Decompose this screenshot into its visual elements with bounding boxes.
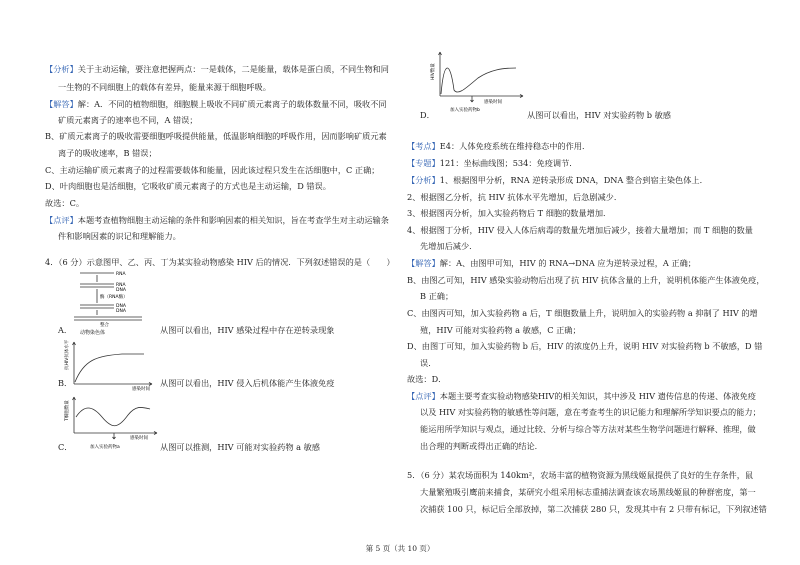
p1-solution-line4: 离子的吸收速率，B 错误； [58,148,157,158]
figa-enzyme-label: 酶（RNA酶） [100,295,128,300]
solution-line7: 误． [420,358,437,368]
p1-solution-line5: C、主动运输矿质元素离子的过程需要载体和能量，因此该过程只发生在活细胞中，C 正确； [45,165,380,175]
question-5-line2: 大量繁殖吸引鹰前来捕食，某研究小组采用标志重捕法调查该农场黑线姬鼠的种群密度，第一 [420,487,756,497]
figa-rna-label: RNA [116,272,126,277]
svg-text:RNA: RNA [116,283,126,288]
solution-line8: 故选：D． [407,374,447,384]
figd-drug-label: 加入实验药物b [450,108,480,113]
option-a-text: 从图可以看出，HIV 感染过程中存在逆转录现象 [160,325,335,335]
analysis-line2: 2、根据图乙分析，抗 HIV 抗体水平先增加，后急剧减少． [407,192,623,202]
analysis-line1: 【分析】1、根据图甲分析，RNA 逆转录形成 DNA，DNA 整合到宿主染色体上． [407,175,708,185]
solution-line3: B 正确； [420,291,454,301]
kaodian-line: 【考点】E4：人体免疫系统在维持稳态中的作用． [407,141,591,151]
figb-xlabel: 感染时间 [132,387,150,392]
question-4-stem: 4．（6 分）示意图甲、乙、丙、丁为某实验动物感染 HIV 后的情况．下列叙述错误的是（ ） [45,257,395,267]
topic-line: 【专题】121：坐标曲线图；534：免疫调节． [407,158,578,168]
figa-integrate-label: 整合 [100,323,109,328]
question-5-line3: 次捕获 100 只，标记后全部放掉，第二次捕获 280 只，发现其中有 2 只带有标记，下列叙述错 [420,504,767,514]
svg-text:DNA: DNA [116,288,126,293]
solution-line5: 殖，HIV 可能对实验药物 a 敏感，C 正确； [420,325,581,335]
p1-solution-line2: 矿质元素离子的速率也不同，A 错误； [58,115,198,125]
solution-line4: C、由图丙可知，加入实验药物 a 后，T 细胞数量上升，说明加入的实验药物 a 抑制了 HIV 的增 [407,308,758,318]
comment-line3: 能运用所学知识与观点，通过比较、分析与综合等方法对某些生物学问题进行解释、推理，做 [420,424,756,434]
option-a-letter: A． [58,325,73,335]
option-d-letter: D． [420,110,435,120]
option-b-letter: B． [58,378,73,388]
figure-a-reverse-transcription [72,268,157,334]
solution-line6: D、由图丁可知，加入实验药物 b 后，HIV 的浓度仍上升，说明 HIV 对实验药物 b 不敏感，D 错 [407,341,763,351]
figa-caption: 动物染色体 [80,330,106,336]
svg-text:DNA: DNA [116,309,126,314]
figc-drug-label: 加入实验药物a [90,445,120,450]
figb-ylabel: 抗HIV抗体水平 [65,339,70,370]
figd-ylabel: HIV数量 [431,63,436,80]
comment-line1: 【点评】本题主要考查实验动物感染HIV的相关知识，其中涉及 HIV 遗传信息的传递、体液免疫 [407,391,756,401]
p1-solution-line6: D、叶肉细胞也是活细胞，它吸收矿质元素离子的方式也是主动运输，D 错误。 [45,181,331,191]
p1-comment-line2: 件和影响因素的识记和理解能力。 [58,231,181,241]
p1-comment-line1: 【点评】本题考查植物细胞主动运输的条件和影响因素的相关知识，旨在考查学生对主动运输条 [45,215,389,225]
p1-solution-line7: 故选：C。 [45,198,85,208]
p1-solution-line3: B、矿质元素离子的吸收需要细胞呼吸提供能量，低温影响细胞的呼吸作用，因而影响矿质元素 [45,131,387,141]
comment-line4: 出合理的判断或得出正确的结论． [420,441,543,451]
analysis-line5: 先增加后减少． [420,241,478,251]
figure-b-antibody-chart [62,340,157,392]
option-c-letter: C． [58,442,73,452]
analysis-line3: 3、根据图丙分析，加入实验药物后 T 细胞的数量增加． [407,208,612,218]
option-c-text: 从图可以推测，HIV 可能对实验药物 a 敏感 [160,442,320,452]
figure-c-tcell-chart [62,395,162,451]
p1-analysis-line1: 【分析】关于主动运输，要注意把握两点：一是载体，二是能量，载体是蛋白质，不同生物和同 [45,64,389,74]
svg-text:DNA: DNA [116,304,126,309]
page-footer: 第 5 页（共 10 页） [365,544,435,553]
question-5-line1: 5．（6 分）某农场面积为 140km²，农场丰富的植物资源为黑线姬鼠提供了良好的生存条件，鼠 [407,470,754,480]
figc-xlabel: 感染时间 [130,436,148,441]
figc-ylabel: T细胞数量 [65,400,70,421]
figd-xlabel: 感染时间 [484,100,502,105]
analysis-line4: 4、根据图丁分析，HIV 侵入人体后病毒的数量先增加后减少，接着大量增加；而 T 细胞的数量 [407,225,753,235]
p1-analysis-line2: 一生物的不同细胞上的载体有差异，能量来源于细胞呼吸。 [58,82,271,92]
comment-line2: 以及 HIV 对实验药物的敏感性等问题，意在考查考生的识记能力和理解所学知识要点的能力； [420,407,761,417]
option-b-text: 从图可以看出，HIV 侵入后机体能产生体液免疫 [160,378,335,388]
solution-line1: 【解答】解：A、由图甲可知，HIV 的 RNA→DNA 应为逆转录过程，A 正确； [407,258,696,268]
figure-d-hiv-chart [428,50,528,114]
p1-solution-line1: 【解答】解：A．不同的植物细胞，细胞膜上吸收不同矿质元素离子的载体数量不同，吸收不同 [45,99,387,109]
option-d-text: 从图可以看出，HIV 对实验药物 b 敏感 [527,110,671,120]
solution-line2: B、由图乙可知，HIV 感染实验动物后出现了抗 HIV 抗体含量的上升，说明机体能产生体液免疫， [407,275,765,285]
